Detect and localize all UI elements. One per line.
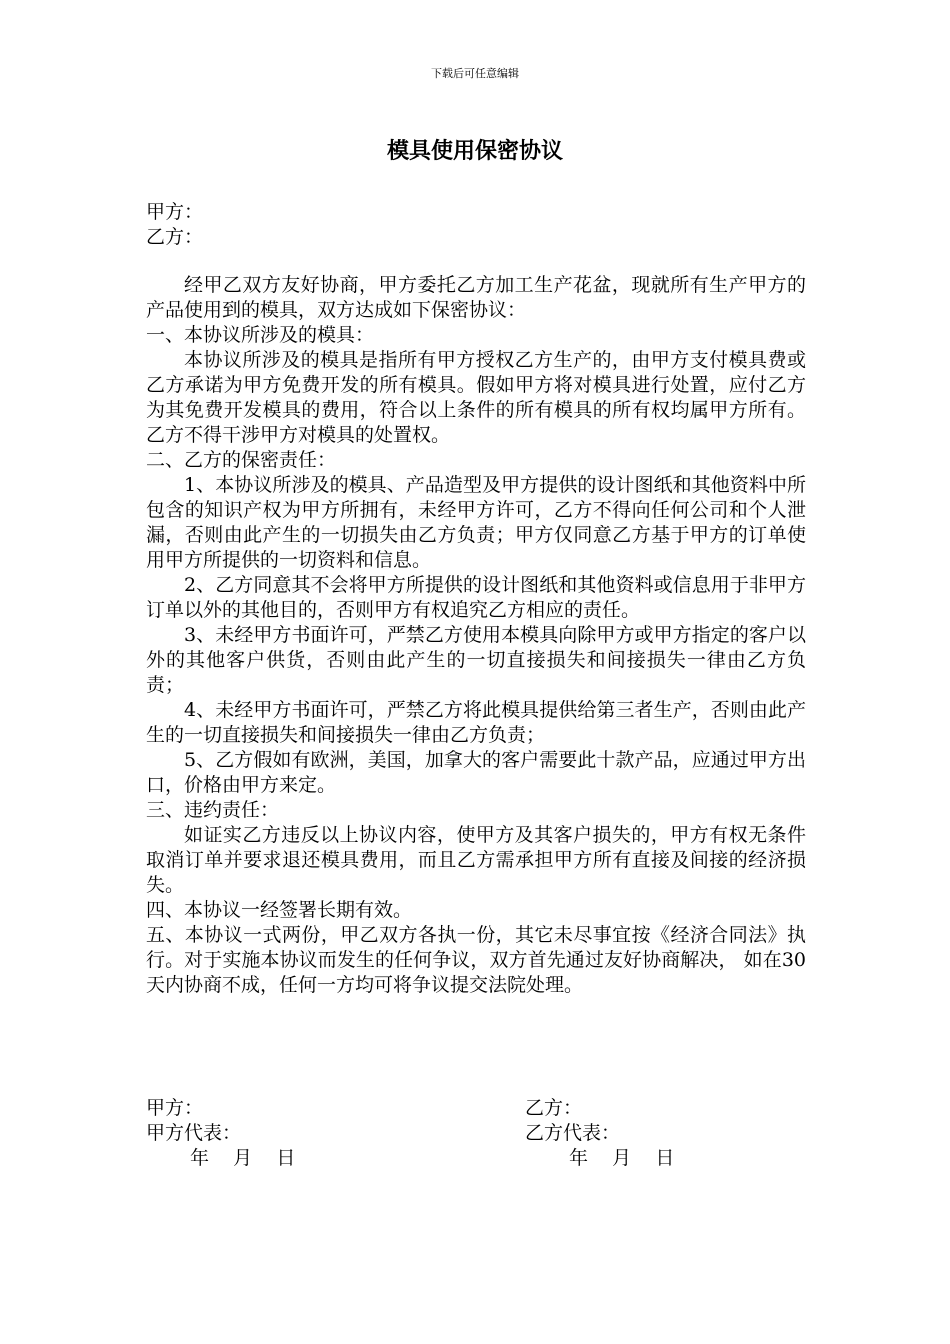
- signature-party-b-representative: 乙方代表：: [525, 1122, 621, 1144]
- section-heading: 三、违约责任：: [146, 799, 280, 821]
- clause: 1、本协议所涉及的模具、产品造型及甲方提供的设计图纸和其他资料中所包含的知识产权为甲方所拥有，未经甲方许可，乙方不得向任何公司和个人泄漏，否则由此产生的一切损失由乙方负责；甲方仅同意乙方基于甲方的订单使用甲方所提供的一切资料和信息。: [146, 474, 806, 571]
- signature-party-a: [146, 1096, 295, 1171]
- section-heading: 二、乙方的保密责任：: [146, 449, 337, 471]
- clause: 2、乙方同意其不会将甲方所提供的设计图纸和其他资料或信息用于非甲方订单以外的其他目的，否则甲方有权追究乙方相应的责任。: [146, 574, 806, 621]
- signature-party-b: [525, 1096, 674, 1171]
- paragraph: 本协议所涉及的模具是指所有甲方授权乙方生产的，由甲方支付模具费或乙方承诺为甲方免费开发的所有模具。假如甲方将对模具进行处置，应付乙方为其免费开发模具的费用，符合以上条件的所有模具的所有权均属甲方所有。乙方不得干涉甲方对模具的处置权。: [146, 349, 806, 446]
- agreement-body: [146, 273, 806, 998]
- section-heading: 五、本协议一式两份，甲乙双方各执一份，其它未尽事宜按《经济合同法》执行。对于实施本协议而发生的任何争议，双方首先通过友好协商解决， 如在30天内协商不成，任何一方均可将争议提交法院处理。: [146, 924, 806, 996]
- section-heading: 一、本协议所涉及的模具：: [146, 324, 375, 346]
- document-title: 模具使用保密协议: [386, 138, 563, 164]
- paragraph: 经甲乙双方友好协商，甲方委托乙方加工生产花盆，现就所有生产甲方的产品使用到的模具，双方达成如下保密协议：: [146, 274, 806, 321]
- party-a-label: 甲方：: [146, 201, 204, 223]
- clause: 4、未经甲方书面许可，严禁乙方将此模具提供给第三者生产，否则由此产生的一切直接损失和间接损失一律由乙方负责；: [146, 699, 806, 746]
- parties-block: [146, 200, 203, 250]
- signature-party-b-date: 年 月 日: [569, 1147, 675, 1169]
- signature-party-a-representative: 甲方代表：: [146, 1122, 242, 1144]
- paragraph: 如证实乙方违反以上协议内容，使甲方及其客户损失的，甲方有权无条件取消订单并要求退还模具费用，而且乙方需承担甲方所有直接及间接的经济损失。: [146, 824, 806, 896]
- signature-party-a-date: 年 月 日: [190, 1147, 296, 1169]
- party-b-label: 乙方：: [146, 226, 204, 248]
- signature-party-a-name: 甲方：: [146, 1097, 204, 1119]
- header-note: 下载后可任意编辑: [431, 67, 519, 80]
- clause: 5、乙方假如有欧洲，美国，加拿大的客户需要此十款产品，应通过甲方出口，价格由甲方来定。: [146, 749, 806, 796]
- clause: 3、未经甲方书面许可，严禁乙方使用本模具向除甲方或甲方指定的客户以外的其他客户供货，否则由此产生的一切直接损失和间接损失一律由乙方负责；: [146, 624, 806, 696]
- signature-party-b-name: 乙方：: [525, 1097, 583, 1119]
- section-heading: 四、本协议一经签署长期有效。: [146, 899, 413, 921]
